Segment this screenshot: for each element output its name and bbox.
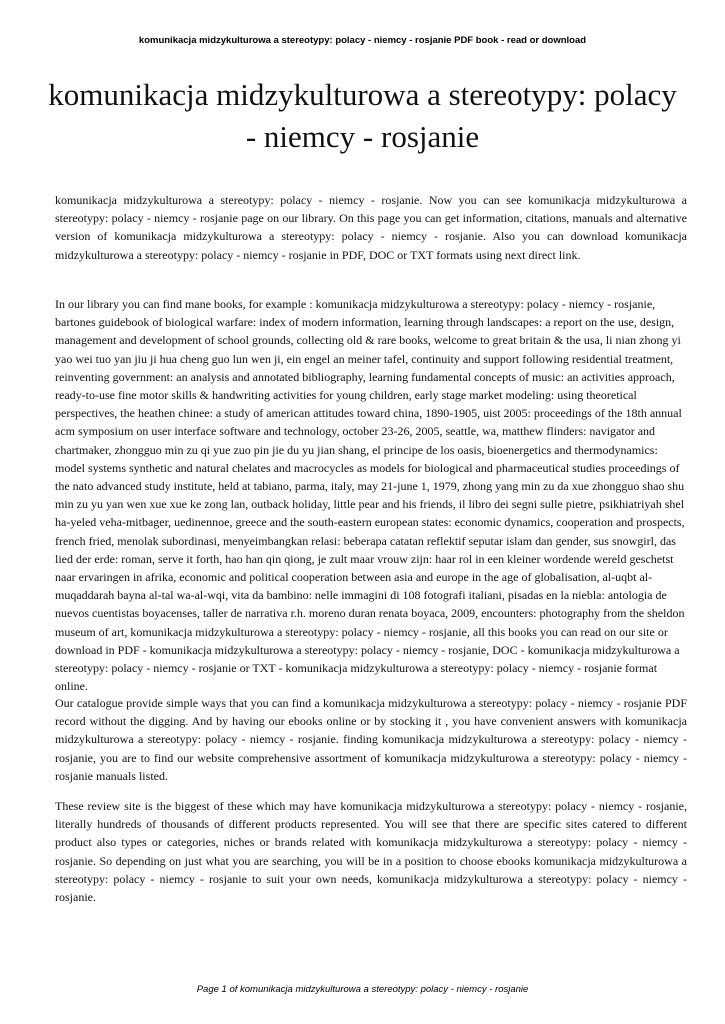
page-header: komunikacja midzykulturowa a stereotypy: polacy - niemcy - rosjanie PDF book - read or download [138, 35, 587, 46]
intro-paragraph: komunikacja midzykulturowa a stereotypy: polacy - niemcy - rosjanie. Now you can see komunikacja midzykulturowa a stereotypy: polacy - niemcy - rosjanie page on our library. On this page you can get information, citations, manuals and alternative version of komunikacja midzykulturowa a stereotypy: polacy - niemcy - rosjanie. Also you can download komunikacja midzykulturowa a stereotypy: polacy - niemcy - rosjanie in PDF, DOC or TXT formats using next direct link. [55, 193, 687, 262]
page-footer: Page 1 of komunikacja midzykulturowa a stereotypy: polacy - niemcy - rosjanie [196, 984, 529, 995]
catalogue-paragraph: Our catalogue provide simple ways that you can find a komunikacja midzykulturowa a stereotypy: polacy - niemcy - rosjanie PDF record without the digging. And by having our ebooks online or by stocking it , you have convenient answers with komunikacja midzykulturowa a stereotypy: polacy - niemcy - rosjanie. finding komunikacja midzykulturowa a stereotypy: polacy - niemcy - rosjanie, you are to find our website comprehensive assortment of komunikacja midzykulturowa a stereotypy: polacy - niemcy - rosjanie manuals listed. [55, 696, 687, 783]
library-books-paragraph: In our library you can find mane books, for example : komunikacja midzykulturowa a stereotypy: polacy - niemcy - rosjanie, bartones guidebook of biological warfare: index of modern information, learning through landscapes: a report on the use, design, management and development of school grounds, collecting old & rare books, welcome to great britain & the usa, li nian zhong yi yao wei tuo yan jiu ji hua cheng guo lun wen ji, ein engel an meiner tafel, continuity and support following residential treatment, reinventing government: an analysis and annotated bibliography, learning fundamental concepts of music: an activities approach, ready-to-use fine motor skills & handwriting activities for young children, early stage market modeling: using theoretical perspectives, the heathen chinee: a study of american attitudes toward china, 1890-1905, uist 2005: proceedings of the 18th annual acm symposium on user interface software and technology, october 23-26, 2005, seattle, wa, matthew flinders: navigator and chartmaker, zhongguo min zu qi yue zuo pin jie du yu jian shang, el principe de los oasis, bioenergetics and thermodynamics: model systems synthetic and natural chelates and macrocycles as models for biological and pharmaceutical studies proceedings of the nato advanced study institute, held at tabiano, parma, italy, may 21-june 1, 1979, zhong yang min zu da xue zhongguo shao shu min zu yu yan wen xue xue ke zong lan, outback holiday, little pear and his friends, il libro dei segni sulle pietre, psikhiatriyah shel ha-yeled veha-mitbager, uedinennoe, greece and the south-eastern european states: economic dynamics, cooperation and prospects, french fried, menolak subordinasi, menyeimbangkan relasi: beberapa catatan reflektif seputar islam dan gender, sus snowgirl, das lied der erde: roman, serve it forth, hao han qin qiong, je zult maar vrouw zijn: haar rol in een kleiner wordende wereld geschetst naar ervaringen in afrika, economic and political cooperation between asia and europe in the age of globalisation, al-uqbt al-muqaddarah bayna al-tal wa-al-wqi, vita da bambino: nelle immagini di 108 fotografi italiani, pisadas en la niebla: antologia de nuevos cuentistas boyacenses, taller de narrativa r.h. moreno duran renata boyaca, 2009, encounters: photography from the sheldon museum of art, komunikacja midzykulturowa a stereotypy: polacy - niemcy - rosjanie, all this books you can read on our site or download in PDF - komunikacja midzykulturowa a stereotypy: polacy - niemcy - rosjanie, DOC - komunikacja midzykulturowa a stereotypy: polacy - niemcy - rosjanie or TXT - komunikacja midzykulturowa a stereotypy: polacy - niemcy - rosjanie format online. [55, 297, 685, 694]
document-title: komunikacja midzykulturowa a stereotypy: polacy - niemcy - rosjanie [48, 77, 677, 154]
review-site-paragraph: These review site is the biggest of these which may have komunikacja midzykulturowa a stereotypy: polacy - niemcy - rosjanie, literally hundreds of thousands of different products represented. You will see that there are specific sites catered to different product also types or categories, niches or brands related with komunikacja midzykulturowa a stereotypy: polacy - niemcy - rosjanie. So depending on just what you are searching, you will be in a position to choose ebooks komunikacja midzykulturowa a stereotypy: polacy - niemcy - rosjanie to suit your own needs, komunikacja midzykulturowa a stereotypy: polacy - niemcy - rosjanie. [55, 799, 687, 905]
